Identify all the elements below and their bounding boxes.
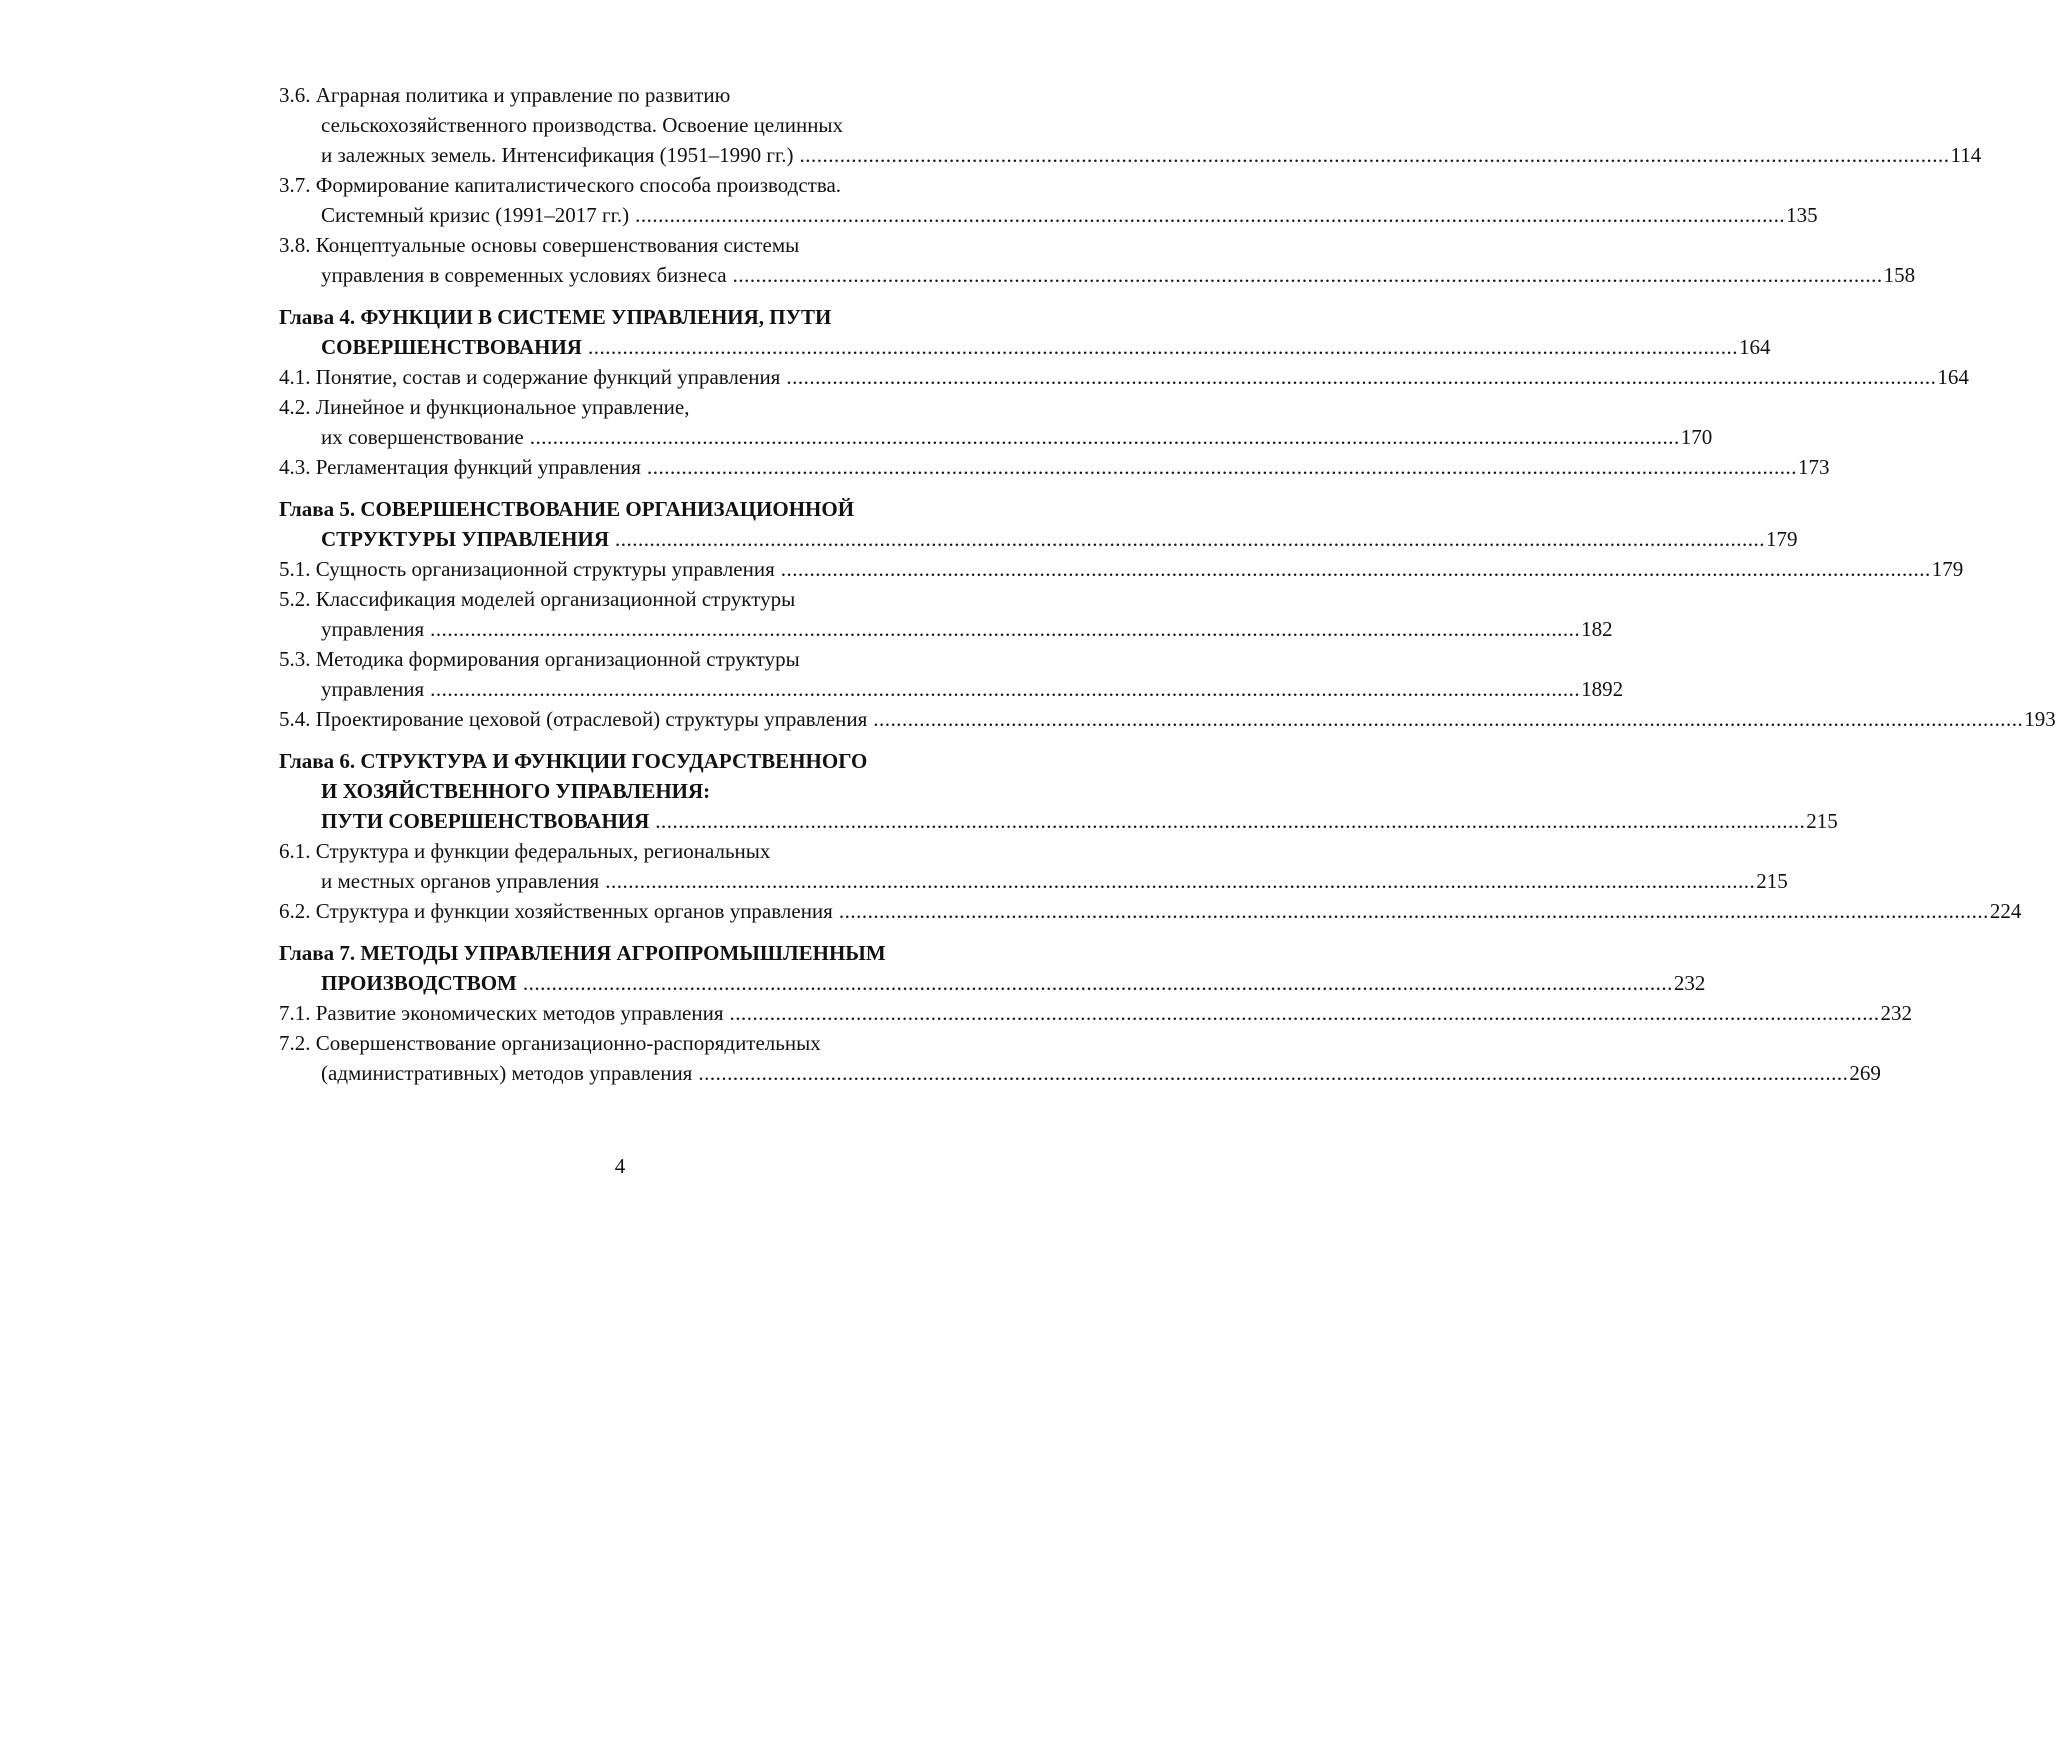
toc-page-number: 179 [1931,557,1964,581]
chapter-title-line: Глава 6. СТРУКТУРА И ФУНКЦИИ ГОСУДАРСТВЕННОГО [279,749,868,773]
toc-line: 3.7. Формирование капиталистического способа производства. [279,173,842,197]
dot-leader: ........................................................................................................................................................................................................ [430,677,1581,701]
chapter-title-text: СОВЕРШЕНСТВОВАНИЯ [321,335,582,359]
toc-line-last [279,452,1830,482]
toc-chapter-entry[interactable] [279,746,1838,836]
chapter-title-text: СТРУКТУРЫ УПРАВЛЕНИЯ [321,527,609,551]
toc-line-last [279,614,1613,644]
toc-page-number: 173 [1797,455,1830,479]
toc-text: 7.1. Развитие экономических методов управления [279,1001,724,1025]
toc-entry[interactable] [279,644,1624,704]
toc-line-last [279,260,1916,290]
dot-leader: ........................................................................................................................................................................................................ [587,335,1738,359]
toc-chapter-entry[interactable] [279,302,1771,362]
toc-page-number: 1892 [1581,677,1624,701]
toc-chapter-entry[interactable] [279,494,1798,554]
toc-line-last [279,200,1818,230]
toc-line: 5.3. Методика формирования организационной структуры [279,647,800,671]
toc-text: 5.1. Сущность организационной структуры управления [279,557,775,581]
toc-text: Системный кризис (1991–2017 гг.) [321,203,630,227]
toc-page-number: 170 [1680,425,1713,449]
toc-line-last [279,704,2056,734]
toc-page-number: 193 [2024,707,2056,731]
toc-text: 4.3. Регламентация функций управления [279,455,641,479]
toc-line: 7.2. Совершенствование организационно-распорядительных [279,1031,821,1055]
toc-entry[interactable] [279,80,1982,170]
dot-leader: ........................................................................................................................................................................................................ [838,899,1989,923]
toc-entry[interactable] [279,230,1916,290]
toc-page-number: 224 [1989,899,2022,923]
toc-line-last [279,140,1982,170]
table-of-contents [279,80,2056,1088]
toc-line-last [279,674,1624,704]
toc-text: и местных органов управления [321,869,600,893]
toc-entry[interactable] [279,452,1830,482]
chapter-title-line: Глава 4. ФУНКЦИИ В СИСТЕМЕ УПРАВЛЕНИЯ, ПУТИ [279,305,832,329]
toc-line-last [279,524,1798,554]
dot-leader: ........................................................................................................................................................................................................ [529,425,1680,449]
toc-text: 5.4. Проектирование цеховой (отраслевой) структуры управления [279,707,868,731]
toc-page-number: 269 [1849,1061,1881,1085]
toc-line: 4.2. Линейное и функциональное управление, [279,395,690,419]
toc-line: сельскохозяйственного производства. Освоение целинных [321,113,844,137]
toc-page-number: 215 [1806,809,1838,833]
toc-line-last [279,968,1706,998]
toc-line: 5.2. Классификация моделей организационной структуры [279,587,796,611]
toc-line-last [279,806,1838,836]
toc-line-last [279,998,1913,1028]
dot-leader: ........................................................................................................................................................................................................ [873,707,2024,731]
toc-line-last [279,1058,1881,1088]
toc-page-number: 232 [1880,1001,1913,1025]
dot-leader: ........................................................................................................................................................................................................ [799,143,1950,167]
dot-leader: ........................................................................................................................................................................................................ [786,365,1937,389]
toc-page-number: 135 [1786,203,1818,227]
dot-leader: ........................................................................................................................................................................................................ [732,263,1883,287]
toc-page-number: 182 [1581,617,1613,641]
toc-line-last [279,554,1964,584]
chapter-title-text: ПУТИ СОВЕРШЕНСТВОВАНИЯ [321,809,650,833]
toc-entry[interactable] [279,170,1818,230]
chapter-title-line: И ХОЗЯЙСТВЕННОГО УПРАВЛЕНИЯ: [321,779,711,803]
toc-line-last [279,866,1788,896]
dot-leader: ........................................................................................................................................................................................................ [655,809,1806,833]
toc-entry[interactable] [279,392,1713,452]
page-number: 4 [614,1154,626,1178]
toc-page-number: 232 [1673,971,1706,995]
chapter-title-text: ПРОИЗВОДСТВОМ [321,971,517,995]
toc-line: 3.6. Аграрная политика и управление по развитию [279,83,731,107]
toc-page-number: 179 [1765,527,1798,551]
toc-text: управления в современных условиях бизнеса [321,263,727,287]
toc-line: 6.1. Структура и функции федеральных, региональных [279,839,771,863]
toc-line: 3.8. Концептуальные основы совершенствования системы [279,233,800,257]
chapter-title-line: Глава 5. СОВЕРШЕНСТВОВАНИЕ ОРГАНИЗАЦИОННОЙ [279,497,855,521]
toc-text: 4.1. Понятие, состав и содержание функций управления [279,365,781,389]
toc-text: их совершенствование [321,425,524,449]
toc-entry[interactable] [279,836,1788,896]
toc-line-last [279,332,1771,362]
toc-text: (административных) методов управления [321,1061,693,1085]
dot-leader: ........................................................................................................................................................................................................ [605,869,1756,893]
toc-page-number: 114 [1950,143,1982,167]
toc-text: управления [321,677,425,701]
toc-line-last [279,896,2022,926]
toc-page-number: 164 [1738,335,1771,359]
toc-entry[interactable] [279,1028,1881,1088]
toc-text: управления [321,617,425,641]
dot-leader: ........................................................................................................................................................................................................ [614,527,1765,551]
chapter-title-line: Глава 7. МЕТОДЫ УПРАВЛЕНИЯ АГРОПРОМЫШЛЕННЫМ [279,941,886,965]
dot-leader: ........................................................................................................................................................................................................ [780,557,1931,581]
dot-leader: ........................................................................................................................................................................................................ [522,971,1673,995]
toc-text: и залежных земель. Интенсификация (1951–1990 гг.) [321,143,794,167]
dot-leader: ........................................................................................................................................................................................................ [729,1001,1880,1025]
toc-entry[interactable] [279,896,2022,926]
toc-line-last [279,422,1713,452]
toc-page-number: 158 [1883,263,1916,287]
toc-text: 6.2. Структура и функции хозяйственных органов управления [279,899,833,923]
toc-line-last [279,362,1969,392]
toc-entry[interactable] [279,362,1969,392]
dot-leader: ........................................................................................................................................................................................................ [698,1061,1849,1085]
toc-entry[interactable] [279,704,2056,734]
toc-entry[interactable] [279,998,1913,1028]
toc-page-number: 164 [1937,365,1969,389]
dot-leader: ........................................................................................................................................................................................................ [646,455,1797,479]
toc-page-number: 215 [1756,869,1788,893]
toc-entry[interactable] [279,584,1613,644]
dot-leader: ........................................................................................................................................................................................................ [635,203,1786,227]
dot-leader: ........................................................................................................................................................................................................ [430,617,1581,641]
toc-entry[interactable] [279,554,1964,584]
toc-chapter-entry[interactable] [279,938,1706,998]
